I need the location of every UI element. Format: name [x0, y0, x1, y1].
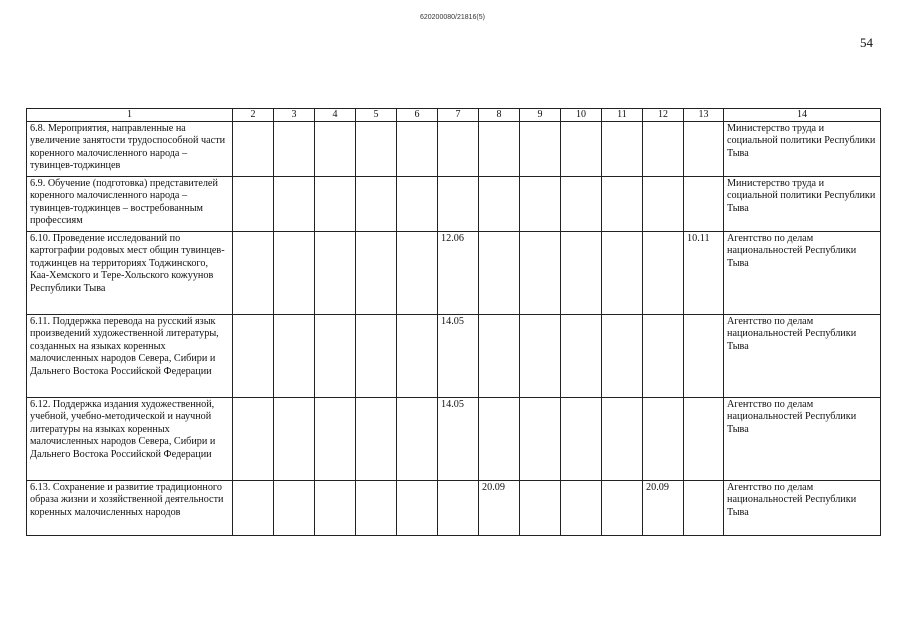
date-cell: [233, 177, 274, 232]
date-cell: [561, 481, 602, 536]
column-header: 5: [356, 109, 397, 122]
date-cell: [233, 122, 274, 177]
date-cell: [520, 122, 561, 177]
date-cell: [684, 177, 724, 232]
responsible-organization: Агентство по делам национальностей Республики Тыва: [724, 481, 881, 536]
date-cell: [274, 122, 315, 177]
date-cell: [684, 315, 724, 398]
table-row: [27, 122, 881, 177]
responsible-organization: Министерство труда и социальной политики Республики Тыва: [724, 177, 881, 232]
date-cell: [356, 232, 397, 315]
date-cell: [315, 232, 356, 315]
page-number: 54: [860, 35, 873, 50]
activity-description: 6.10. Проведение исследований по картографии родовых мест общин тувинцев-тоджинцев на территориях Тоджинского, Каа-Хемского и Тере-Хольского кожуунов Республики Тыва: [27, 232, 233, 315]
table-row: [27, 177, 881, 232]
column-header: 2: [233, 109, 274, 122]
table-row: [27, 481, 881, 536]
column-header: 8: [479, 109, 520, 122]
schedule-table: [26, 108, 881, 536]
date-cell: [520, 232, 561, 315]
column-header: 3: [274, 109, 315, 122]
date-cell: [520, 398, 561, 481]
date-cell: [479, 398, 520, 481]
date-cell: [684, 122, 724, 177]
column-header: 6: [397, 109, 438, 122]
date-cell: [479, 232, 520, 315]
date-cell: [274, 315, 315, 398]
activity-description: 6.11. Поддержка перевода на русский язык произведений художественной литературы, созданных на языках коренных малочисленных народов Севера, Сибири и Дальнего Востока Российской Федерации: [27, 315, 233, 398]
date-cell: [602, 315, 643, 398]
date-cell: [684, 481, 724, 536]
column-header: 9: [520, 109, 561, 122]
date-cell: [356, 122, 397, 177]
date-cell: [438, 481, 479, 536]
responsible-organization: Агентство по делам национальностей Республики Тыва: [724, 315, 881, 398]
date-cell: [315, 481, 356, 536]
date-cell: [356, 398, 397, 481]
date-cell: [520, 315, 561, 398]
date-cell: [479, 177, 520, 232]
date-cell: [356, 177, 397, 232]
date-cell: [479, 315, 520, 398]
column-header: 14: [724, 109, 881, 122]
activity-description: 6.9. Обучение (подготовка) представителей коренного малочисленного народа – тувинцев-тоджинцев – востребованным профессиям: [27, 177, 233, 232]
responsible-organization: Агентство по делам национальностей Республики Тыва: [724, 232, 881, 315]
date-cell: [643, 122, 684, 177]
date-cell: [561, 122, 602, 177]
date-cell: [643, 315, 684, 398]
date-cell: [479, 122, 520, 177]
date-cell: [602, 177, 643, 232]
date-cell: [561, 177, 602, 232]
date-cell: [438, 122, 479, 177]
date-cell: [397, 122, 438, 177]
date-cell: 20.09: [643, 481, 684, 536]
date-cell: 12.06: [438, 232, 479, 315]
date-cell: [561, 232, 602, 315]
date-cell: [684, 398, 724, 481]
column-header: 10: [561, 109, 602, 122]
date-cell: [602, 232, 643, 315]
date-cell: [397, 315, 438, 398]
date-cell: [602, 398, 643, 481]
date-cell: [315, 122, 356, 177]
date-cell: [643, 177, 684, 232]
date-cell: [274, 232, 315, 315]
responsible-organization: Министерство труда и социальной политики Республики Тыва: [724, 122, 881, 177]
column-header: 13: [684, 109, 724, 122]
date-cell: [356, 315, 397, 398]
date-cell: [520, 481, 561, 536]
activity-description: 6.8. Мероприятия, направленные на увеличение занятости трудоспособной части коренного малочисленного народа – тувинцев-тоджинцев: [27, 122, 233, 177]
date-cell: [643, 232, 684, 315]
date-cell: [438, 177, 479, 232]
date-cell: [397, 232, 438, 315]
date-cell: [274, 177, 315, 232]
header-row: [27, 109, 881, 122]
activity-description: 6.13. Сохранение и развитие традиционного образа жизни и хозяйственной деятельности коренных малочисленных народов: [27, 481, 233, 536]
table-body: [27, 122, 881, 536]
date-cell: 14.05: [438, 398, 479, 481]
table-row: [27, 398, 881, 481]
column-header: 11: [602, 109, 643, 122]
date-cell: 20.09: [479, 481, 520, 536]
table-row: [27, 232, 881, 315]
date-cell: [274, 398, 315, 481]
date-cell: 10.11: [684, 232, 724, 315]
responsible-organization: Агентство по делам национальностей Республики Тыва: [724, 398, 881, 481]
date-cell: [233, 398, 274, 481]
date-cell: [520, 177, 561, 232]
date-cell: [233, 315, 274, 398]
column-header: 4: [315, 109, 356, 122]
column-header: 7: [438, 109, 479, 122]
document-code: 620200080/21816(5): [419, 14, 485, 21]
date-cell: [602, 122, 643, 177]
date-cell: [397, 177, 438, 232]
date-cell: [274, 481, 315, 536]
date-cell: [315, 398, 356, 481]
date-cell: [315, 177, 356, 232]
date-cell: [397, 398, 438, 481]
activity-description: 6.12. Поддержка издания художественной, учебной, учебно-методической и научной литературы на языках коренных малочисленных народов Севера, Сибири и Дальнего Востока Российской Федерации: [27, 398, 233, 481]
date-cell: [233, 232, 274, 315]
column-header: 12: [643, 109, 684, 122]
date-cell: 14.05: [438, 315, 479, 398]
date-cell: [397, 481, 438, 536]
date-cell: [561, 398, 602, 481]
date-cell: [233, 481, 274, 536]
date-cell: [356, 481, 397, 536]
column-header: 1: [27, 109, 233, 122]
table-row: [27, 315, 881, 398]
date-cell: [315, 315, 356, 398]
date-cell: [561, 315, 602, 398]
date-cell: [602, 481, 643, 536]
date-cell: [643, 398, 684, 481]
